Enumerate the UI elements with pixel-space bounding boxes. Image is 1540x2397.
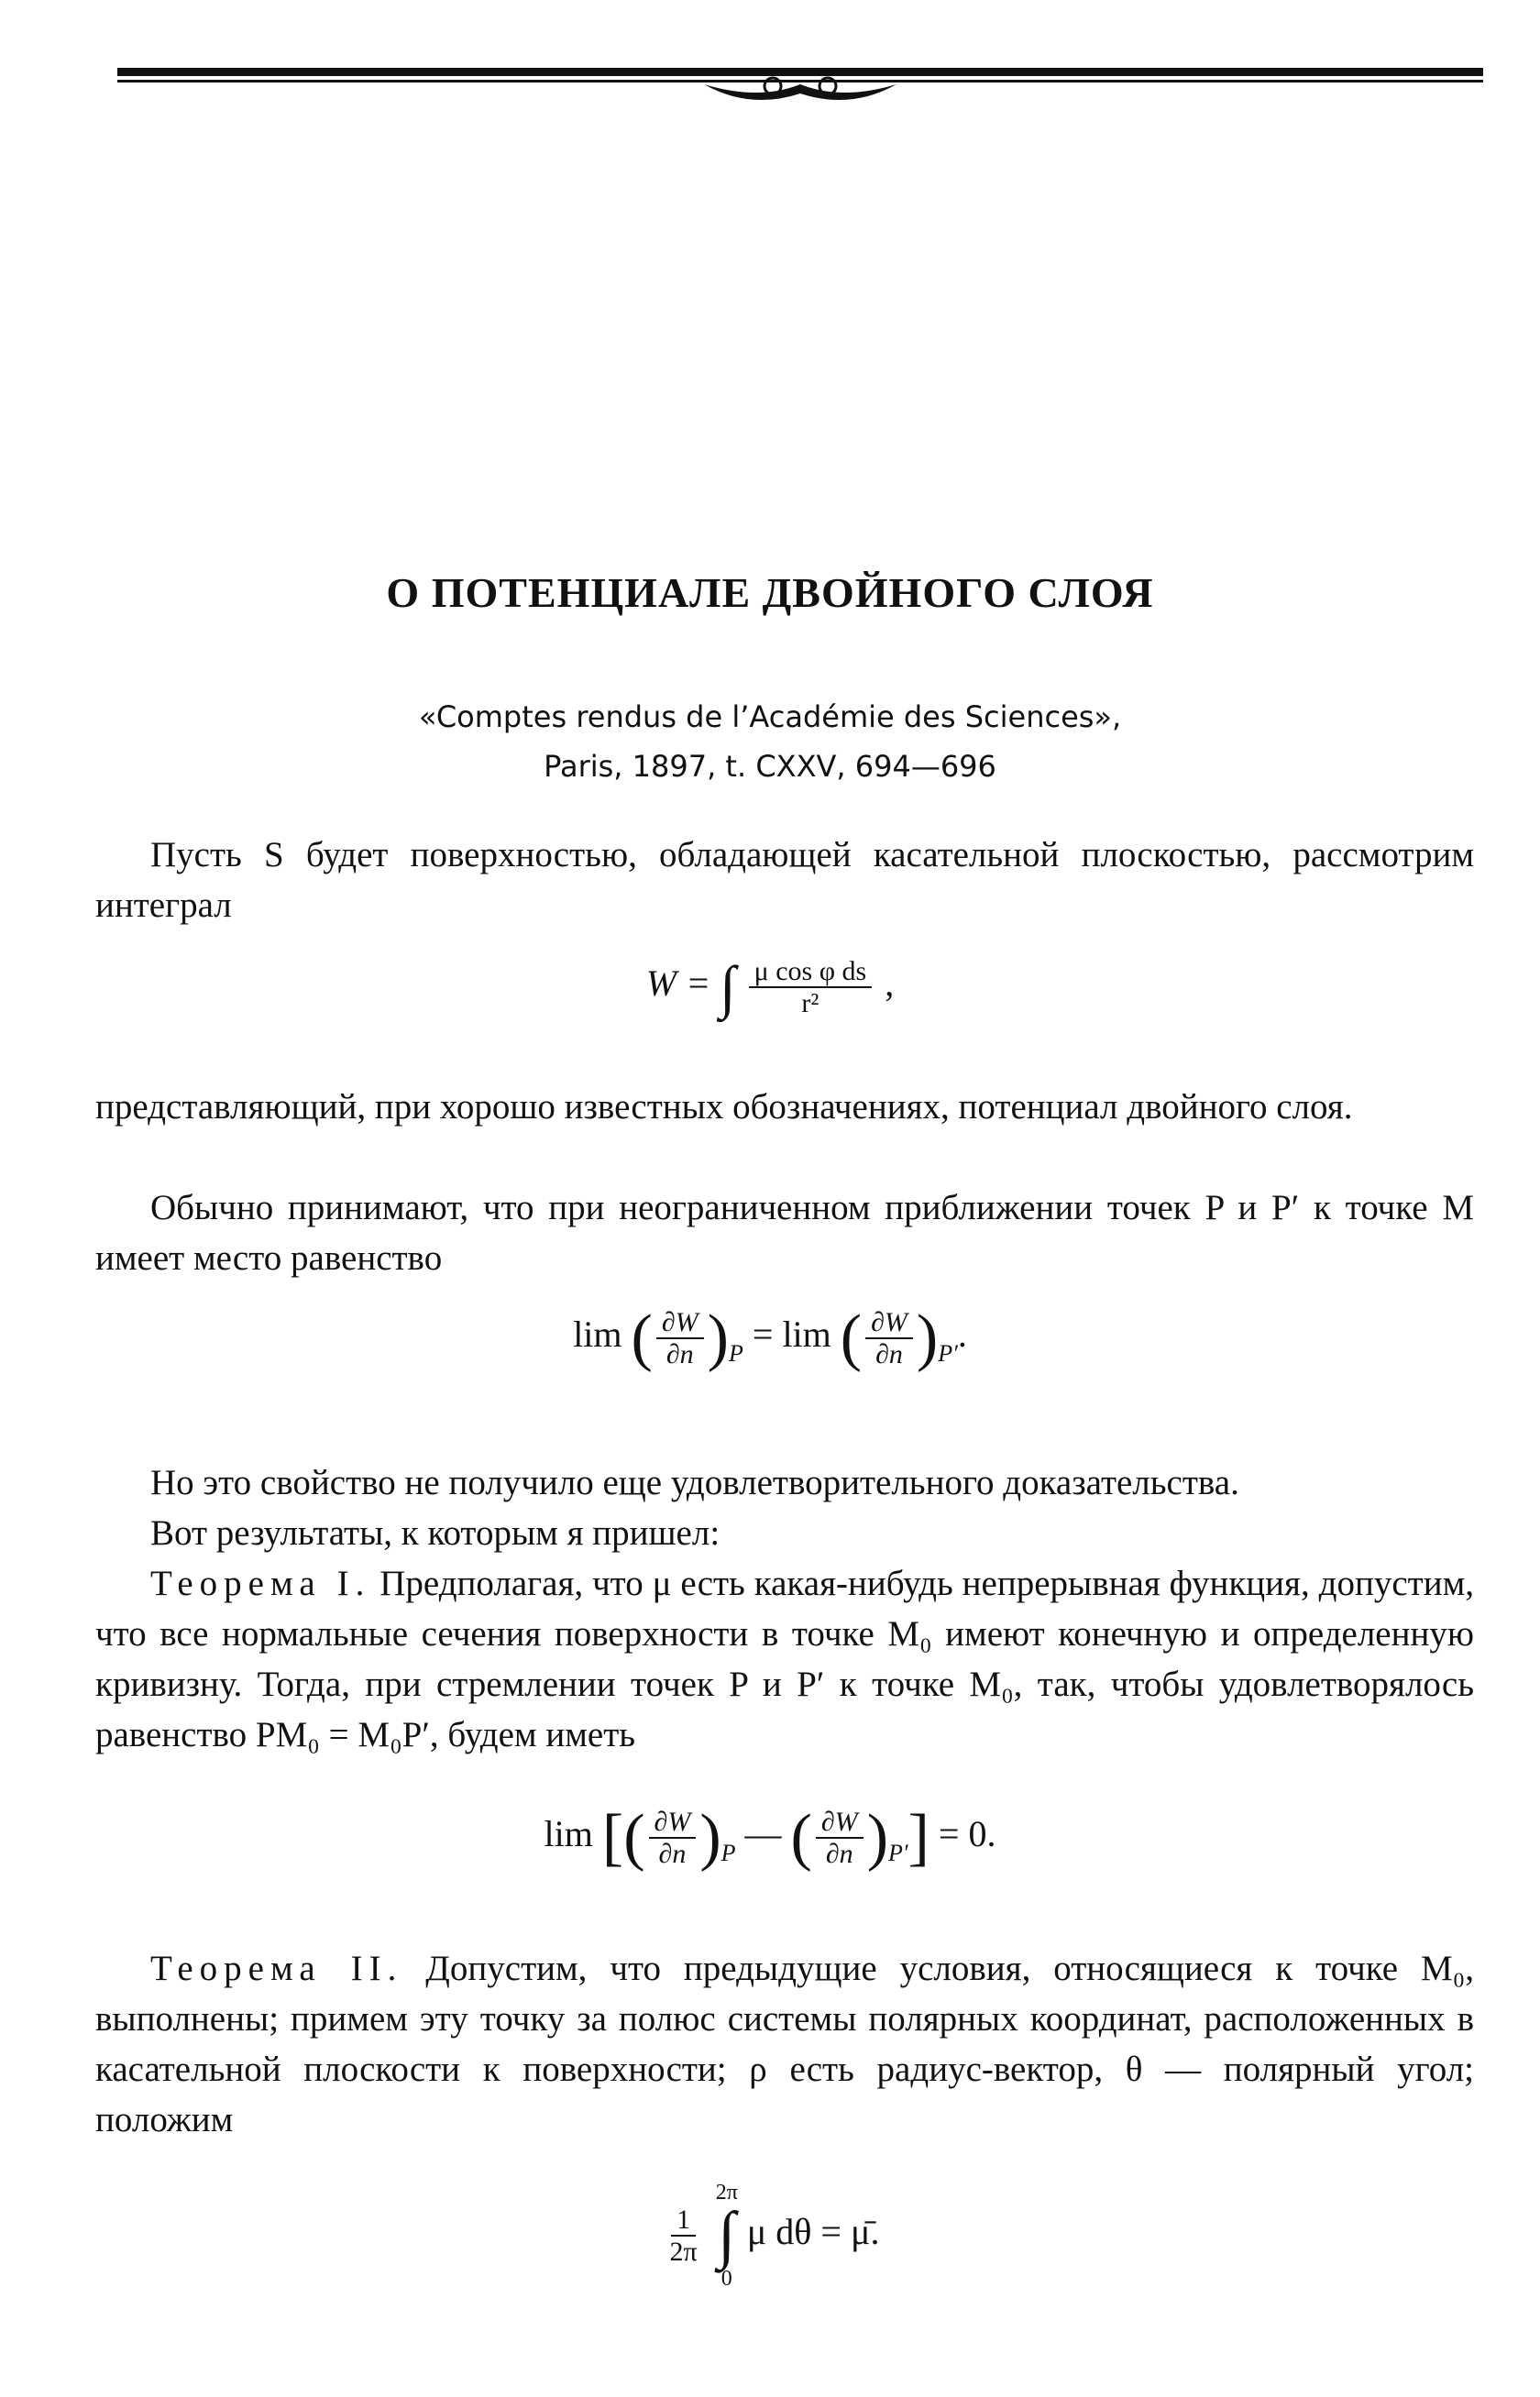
- equation-1: [0, 953, 1540, 1021]
- theorem-1-text: Предполагая, что μ есть какая-нибудь непрерывная функция, допустим, что все нормальные сечения поверхности в точке M₀ имеют конечную и определенную кривизну. Тогда, при стремлении точек P и P′ к точке M₀, так, чтобы удовлетворялось равенство PM₀ = M₀P′, будем иметь: [95, 1564, 1475, 1754]
- paragraph-2: представляющий, при хорошо известных обозначениях, потенциал двойного слоя.: [95, 1087, 1353, 1127]
- theorem-2-label: Теорема II.: [150, 1949, 403, 1988]
- eq4-coefficient: $\frac{1}{2\pi}$: [669, 2205, 698, 2267]
- eq1-denominator: r²: [801, 988, 820, 1018]
- eq1-fraction: [749, 956, 873, 1018]
- article-title: О ПОТЕНЦИАЛЕ ДВОЙНОГО СЛОЯ: [386, 569, 1154, 616]
- eq2-fraction-right: $\frac{\partial W}{\partial n}$: [865, 1307, 913, 1369]
- eq2-lim-left: lim: [573, 1314, 622, 1356]
- paragraph-5: Вот результаты, к которым я пришел:: [150, 1513, 720, 1553]
- source-line-2: Paris, 1897, t. CXXV, 694—696: [544, 749, 996, 784]
- source-line-1: «Comptes rendus de l’Académie des Sciences»,: [418, 699, 1122, 734]
- theorem-2-text: Допустим, что предыдущие условия, относящиеся к точке M₀, выполнены; примем эту точку за полюс системы полярных координат, расположенных в касательной плоскости к поверхности; ρ есть радиус-вектор, θ — полярный угол; положим: [95, 1949, 1475, 2139]
- eq2-sub-Pprime: P′: [938, 1340, 958, 1368]
- eq2-fraction-left: $\frac{\partial W}{\partial n}$: [656, 1307, 704, 1369]
- theorem-2: [95, 1943, 1474, 2145]
- eq3-rhs: = 0.: [938, 1813, 996, 1855]
- eq4-body: μ dθ = μ̄.: [746, 2211, 880, 2253]
- theorem-1-label: Теорема I.: [150, 1564, 371, 1603]
- equation-3: lim [( $\frac{\partial W}{\partial n}$ )$_P$ — ( $\frac{\partial W}{\partial n}$ )$_{P'}] = 0$.: [544, 1802, 996, 1873]
- header-ornament: [117, 64, 1483, 119]
- paragraph-3: Обычно принимают, что при неограниченном приближении точек P и P′ к точке M имеет место равенство: [95, 1188, 1474, 1278]
- eq4-integral: 2π ∫ 0: [715, 2181, 738, 2291]
- eq2-lim-right: lim: [782, 1314, 831, 1356]
- eq2-equals: =: [752, 1314, 774, 1356]
- eq2-sub-P: P: [728, 1340, 743, 1368]
- equation-2: lim ( $\frac{\partial W}{\partial n}$ )$_P = \lim$ ( $\frac{\partial W}{\partial n}$ )$_{P'}$.: [573, 1303, 967, 1373]
- paragraph-4: Но это свойство не получило еще удовлетворительного доказательства.: [150, 1463, 1239, 1502]
- theorem-1: [95, 1558, 1474, 1760]
- paragraph-1: Пусть S будет поверхностью, обладающей касательной плоскостью, рассмотрим интеграл: [95, 835, 1474, 925]
- integral-sign: ∫: [720, 954, 736, 1019]
- equation-4: [0, 2182, 1540, 2290]
- eq1-lhs: W =: [645, 962, 711, 1005]
- eq3-lim: lim: [544, 1813, 593, 1855]
- source-citation: [0, 692, 1540, 791]
- eq1-tail: ,: [885, 962, 895, 1005]
- eq1-numerator: μ cos φ ds: [749, 956, 873, 988]
